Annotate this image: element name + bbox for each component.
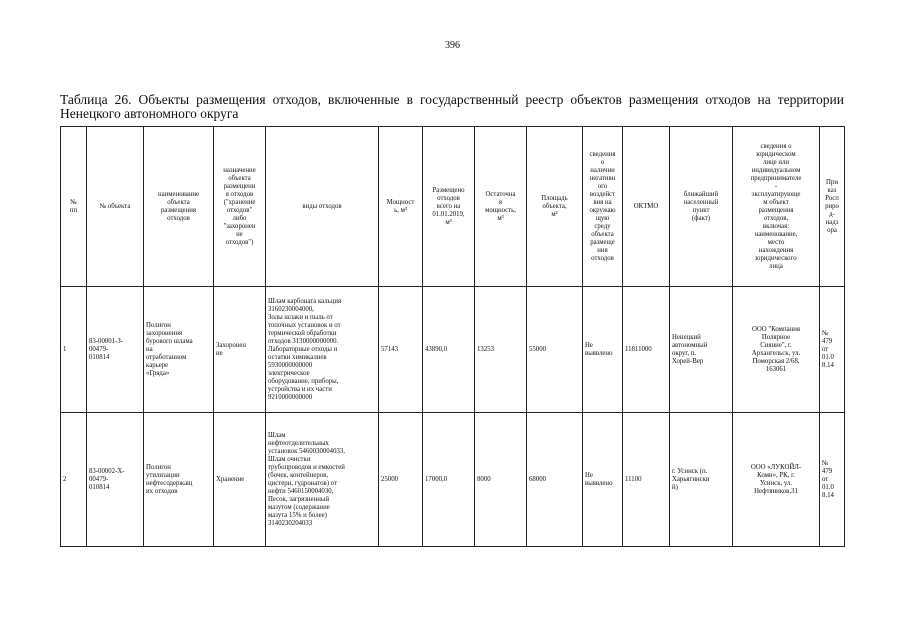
cell-waste-types: Шлам карбоната кальция 3160230004000, Золы шлаки и пыль от топочных установок и от термической обработки отходов 3130000000000. Лабораторные отходы и остатки химикалиев 5930000000000 электрическое оборудование, приборы, устройства и их части 9210000000000 bbox=[266, 287, 379, 413]
cell-impact: Не выявлено bbox=[583, 413, 623, 547]
col-header-area: Площадь объекта, м² bbox=[527, 127, 583, 287]
cell-object-id: 83-00002-Х- 00479- 010814 bbox=[87, 413, 144, 547]
cell-area: 68000 bbox=[527, 413, 583, 547]
col-header-object-id: № объекта bbox=[87, 127, 144, 287]
cell-order: № 479 от 01.0 8.14 bbox=[820, 287, 845, 413]
table-row bbox=[61, 413, 845, 547]
cell-num: 1 bbox=[61, 287, 87, 413]
col-header-operator: сведения о юридическом лице или индивидуальном предпринимателе - эксплуатирующе м объект размещения отходов, включая: наименование, место нахождения юридического лица bbox=[733, 127, 820, 287]
cell-area: 55000 bbox=[527, 287, 583, 413]
cell-name: Полигон утилизации нефтесодержащ их отходов bbox=[144, 413, 214, 547]
cell-remaining: 13253 bbox=[475, 287, 527, 413]
table-row bbox=[61, 287, 845, 413]
cell-capacity: 25000 bbox=[379, 413, 423, 547]
cell-name: Полигон захоронения бурового шлама на отработанном карьере «Гряда» bbox=[144, 287, 214, 413]
col-header-settlement: ближайший населенный пункт (факт) bbox=[670, 127, 733, 287]
cell-settlement: Ненецкий автономный округ, п. Хорей-Вер bbox=[670, 287, 733, 413]
col-header-order: При каз Росп риро д- надз ора bbox=[820, 127, 845, 287]
cell-placed: 43890,0 bbox=[423, 287, 475, 413]
col-header-capacity: Мощност ь, м³ bbox=[379, 127, 423, 287]
cell-placed: 17000,0 bbox=[423, 413, 475, 547]
cell-oktmo: 11811000 bbox=[623, 287, 670, 413]
cell-operator: ООО "Компания Полярное Сияние", г. Архангельск, ул. Поморская 2/68, 163061 bbox=[733, 287, 820, 413]
cell-order: № 479 от 01.0 8.14 bbox=[820, 413, 845, 547]
col-header-name: наименование объекта размещения отходов bbox=[144, 127, 214, 287]
cell-operator: ООО «ЛУКОЙЛ- Коми», РК, г. Усинск, ул. Нефтяников,31 bbox=[733, 413, 820, 547]
cell-oktmo: 11100 bbox=[623, 413, 670, 547]
page-number: 396 bbox=[445, 40, 460, 51]
cell-num: 2 bbox=[61, 413, 87, 547]
cell-object-id: 83-00001-З- 00479- 010814 bbox=[87, 287, 144, 413]
cell-purpose: Хранение bbox=[214, 413, 266, 547]
table-header-row bbox=[61, 127, 845, 287]
cell-capacity: 57143 bbox=[379, 287, 423, 413]
cell-settlement: г. Усинск (п. Харьягински й) bbox=[670, 413, 733, 547]
col-header-waste-types: виды отходов bbox=[266, 127, 379, 287]
col-header-purpose: назначение объекта размещени я отходов ("хранение отходов" либо "захоронен ие отходов") bbox=[214, 127, 266, 287]
cell-impact: Не выявлено bbox=[583, 287, 623, 413]
col-header-placed: Размещено отходов всего на 01.01.2019, м³ bbox=[423, 127, 475, 287]
waste-facilities-table bbox=[60, 126, 845, 547]
cell-remaining: 8000 bbox=[475, 413, 527, 547]
col-header-oktmo: ОКТМО bbox=[623, 127, 670, 287]
col-header-num: № пп bbox=[61, 127, 87, 287]
cell-purpose: Захоронен ие bbox=[214, 287, 266, 413]
col-header-impact: сведения о наличии негативн ого воздейст вия на окружаю щую среду объекта размеще ния отходов bbox=[583, 127, 623, 287]
col-header-remaining: Остаточна я мощность, м³ bbox=[475, 127, 527, 287]
table-caption: Таблица 26. Объекты размещения отходов, включенные в государственный реестр объектов размещения отходов на территории Ненецкого автономного округа bbox=[60, 92, 844, 121]
cell-waste-types: Шлам нефтеотделительных установок 5460030004033, Шлам очистки трубопроводов и емкостей (бочек, контейнеров, цистерн, гудронатов) от нефти 5460150004030, Песок, загрязненный мазутом (содержание мазута 15% и более) 3140230204033 bbox=[266, 413, 379, 547]
